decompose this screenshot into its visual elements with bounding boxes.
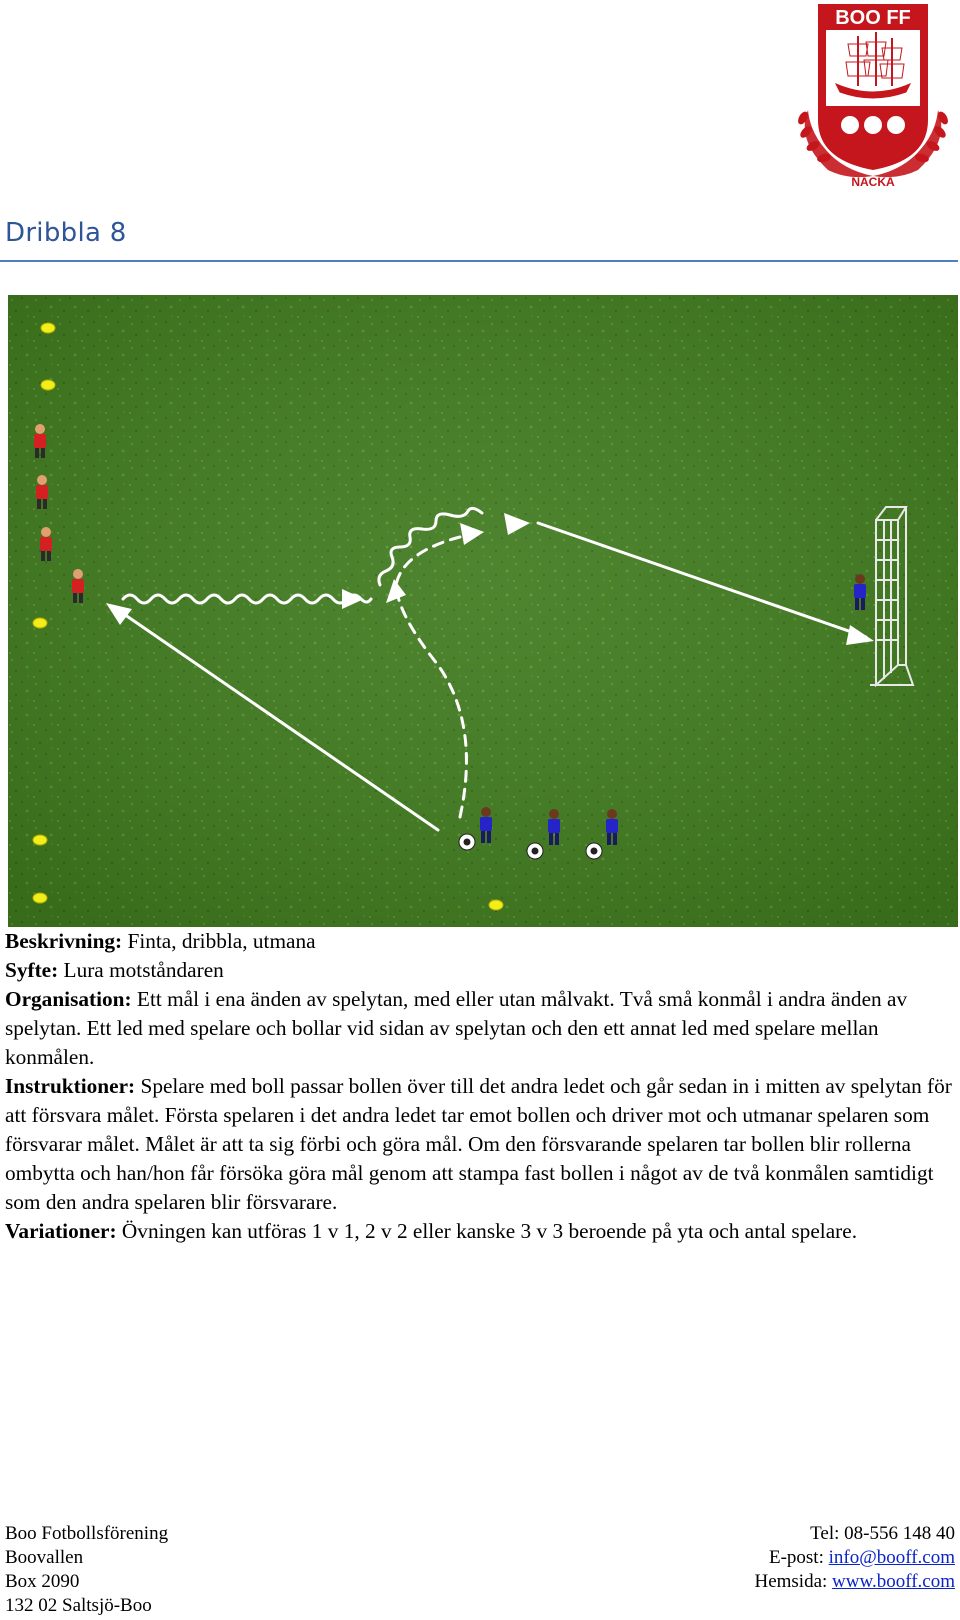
- email-link[interactable]: info@booff.com: [828, 1547, 955, 1568]
- cone-icon: [33, 893, 47, 903]
- instruktioner-text: Spelare med boll passar bollen över till det andra ledet och går sedan in i mitten av spelytan för att försvara målet. Första spelaren i det andra ledet tar emot bollen och driver mot och utmanar spelaren som försvarar målet. Målet är att ta sig förbi och göra mål. Om den försvarande spelaren tar bollen blir rollerna ombytta och han/hon får försöka göra mål genom att stampa fast bollen i något av de två konmålen samtidigt som den andra spelaren blir försvarare.: [5, 1074, 952, 1214]
- variationer-paragraph: [5, 1217, 955, 1246]
- instruktioner-paragraph: [5, 1072, 955, 1217]
- footer-email-line: [754, 1546, 955, 1570]
- footer-contact: [754, 1522, 955, 1594]
- drill-diagram: [8, 295, 958, 927]
- footer-address-line: 132 02 Saltsjö-Boo: [5, 1595, 152, 1616]
- syfte-text: Lura motståndaren: [58, 958, 224, 982]
- club-logo: [788, 0, 958, 195]
- cone-icon: [489, 900, 503, 910]
- footer-address-line: Boovallen: [5, 1547, 84, 1568]
- logo-bottom-text: NACKA: [851, 175, 895, 189]
- beskrivning-label: Beskrivning:: [5, 929, 123, 953]
- variationer-label: Variationer:: [5, 1219, 117, 1243]
- page-title: Dribbla 8: [5, 218, 127, 248]
- goal-icon: [870, 507, 913, 685]
- organisation-label: Organisation:: [5, 987, 132, 1011]
- footer-web-label: Hemsida:: [754, 1571, 833, 1592]
- ball-icon: [527, 843, 543, 859]
- beskrivning-text: Finta, dribbla, utmana: [122, 929, 316, 953]
- website-link[interactable]: www.booff.com: [832, 1571, 955, 1592]
- logo-top-text: BOO FF: [835, 7, 911, 29]
- organisation-paragraph: [5, 985, 955, 1072]
- cone-icon: [41, 323, 55, 333]
- title-divider: [0, 260, 958, 262]
- footer-address-line: Box 2090: [5, 1571, 80, 1592]
- footer-address: [5, 1522, 168, 1618]
- footer-org-name: Boo Fotbollsförening: [5, 1523, 169, 1544]
- footer-email-label: E-post:: [768, 1547, 829, 1568]
- ball-icon: [586, 843, 602, 859]
- drill-description: [5, 927, 955, 1246]
- variationer-text: Övningen kan utföras 1 v 1, 2 v 2 eller kanske 3 v 3 beroende på yta och antal spelare.: [116, 1219, 858, 1243]
- footer-tel: Tel: 08-556 148 40: [810, 1523, 955, 1544]
- ball-icon: [459, 834, 475, 850]
- cone-icon: [41, 380, 55, 390]
- instruktioner-label: Instruktioner:: [5, 1074, 136, 1098]
- organisation-text: Ett mål i ena änden av spelytan, med eller utan målvakt. Två små konmål i andra änden av spelytan. Ett led med spelare och bollar vid sidan av spelytan och den ett annat led med spelare mellan konmålen.: [5, 987, 908, 1069]
- footer-web-line: [754, 1570, 955, 1594]
- cone-icon: [33, 618, 47, 628]
- beskrivning-paragraph: [5, 927, 955, 956]
- cone-icon: [33, 835, 47, 845]
- syfte-paragraph: [5, 956, 955, 985]
- syfte-label: Syfte:: [5, 958, 59, 982]
